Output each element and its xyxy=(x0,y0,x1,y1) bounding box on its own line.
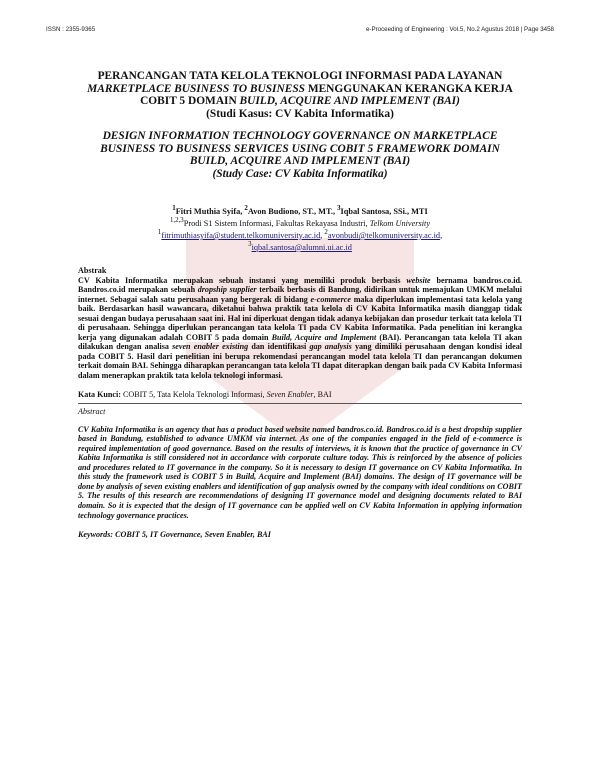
email2-link[interactable]: avonbudi@telkomuniversity.ac.id xyxy=(327,230,441,240)
abstrak-italic-6: gap analysis xyxy=(309,342,352,352)
title-indonesian xyxy=(60,70,540,120)
keywords-text: COBIT 5, IT Governance, Seven Enabler, BAI xyxy=(115,530,271,540)
title-id-line2-rest: MENGGUNAKAN KERANGKA KERJA xyxy=(304,82,513,95)
email1-link[interactable]: fitrimuthiasyifa@student.telkomuniversity.ac.id xyxy=(161,230,321,240)
author1-name: Fitri Muthia Syifa, xyxy=(175,206,245,216)
university-name: Telkom University xyxy=(369,218,431,228)
title-id-line3-italic: BUILD, ACQUIRE AND IMPLEMENT (BAI) xyxy=(239,95,460,107)
proceeding-label: e-Proceeding of Engineering : Vol.5, No.2 Agustus 2018 | Page 3458 xyxy=(365,26,554,33)
keywords-english xyxy=(78,530,522,540)
email3-sup: 3 xyxy=(248,240,252,248)
abstrak-italic-3: e-commerce xyxy=(310,294,351,304)
title-english xyxy=(60,130,540,180)
title-block xyxy=(60,70,540,180)
email1-sup: 1 xyxy=(157,228,162,236)
abstrak-text-1: CV Kabita Informatika merupakan sebuah instansi yang memiliki produk berbasis xyxy=(78,275,407,285)
institution-sup: 1,2,3 xyxy=(169,216,184,224)
title-en-line1: DESIGN INFORMATION TECHNOLOGY GOVERNANCE ON MARKETPLACE xyxy=(102,130,498,142)
title-en-line4: (Study Case: CV Kabita Informatika) xyxy=(212,167,388,180)
abstrak-text-6: dan identifikasi xyxy=(248,342,310,352)
kata-kunci-italic: Seven Enabler xyxy=(266,389,314,399)
author-block xyxy=(60,204,540,252)
kata-kunci-label: Kata Kunci: xyxy=(78,389,123,399)
email-separator: , xyxy=(320,230,325,240)
title-en-line3: BUILD, ACQUIRE AND IMPLEMENT (BAI) xyxy=(189,155,411,167)
email2-sup: 2 xyxy=(324,228,328,236)
title-id-line1: PERANCANGAN TATA KELOLA TEKNOLOGI INFORMASI PADA LAYANAN xyxy=(97,70,503,82)
title-en-line2: BUSINESS TO BUSINESS SERVICES USING COBIT 5 FRAMEWORK DOMAIN xyxy=(100,142,500,155)
issn-label: ISSN : 2355-9365 xyxy=(46,26,96,33)
abstrak-text-2: bernama bandros.co.id. Bandros.co.id merupakan sebuah xyxy=(78,275,522,295)
abstrak-heading: Abstrak xyxy=(78,266,107,275)
abstrak-italic-1: website xyxy=(406,275,431,285)
email3-link[interactable]: iqbal.santosa@alumni.ui.ac.id xyxy=(251,242,352,252)
abstrak-text-7: yang dimiliki perusahaan dengan kondisi ideal pada COBIT 5. Hasil dari penelitian ini berupa rekomendasi perancangan model tata kelola TI dan perancangan dokumen terkait domain BAI. Sehingga diharapkan perancangan tata kelola TI dapat diterapkan dengan baik pada CV Kabita Informasi dalam menerapkan praktik tata kelola teknologi informasi. xyxy=(78,342,522,381)
title-id-line3-plain: COBIT 5 DOMAIN xyxy=(140,95,240,107)
abstrak-italic-5: seven enabler existing xyxy=(172,342,249,352)
kata-kunci-text-2: , BAI xyxy=(313,389,332,399)
kata-kunci-text-1: COBIT 5, Tata Kelola Teknologi Informasi, xyxy=(122,389,267,399)
abstract-body: CV Kabita Informatika is an agency that has a product based website named bandros.co.id. Bandros.co.id is a best dropship supplier based in Bandung, established to advance UMKM via internet. As one of the companies engaged in the field of e-commerce is required implementation of good governance. Based on the results of interviews, it is known that the practice of governance in CV Kabita Informatika is still considered not in accordance with corporate culture today. This is reinforced by the absence of policies and procedures related to IT governance in the company. So it is necessary to design IT governance on CV Kabita Informatika. In this study the framework used is COBIT 5 in Build, Acquire and Implement (BAI) domains. The design of IT governance will be done by analysis of seven existing enablers and identification of gap analysis owned by the company with ideal conditions on COBIT 5. The results of this research are recommendations of designing IT governance model and designing documents related to BAI domain. So it is expected that the design of IT governance can be applied well on CV Kabita Information in applying information technology governance practices. xyxy=(78,424,522,520)
kata-kunci xyxy=(78,390,522,400)
abstract-section xyxy=(78,266,522,540)
abstract-english xyxy=(78,407,522,540)
keywords-label: Keywords: xyxy=(78,530,116,540)
abstrak-text-4: maka diperlukan implementasi tata kelola yang baik. Berdasarkan hasil wawancara, diketahui bahwa praktik tata kelola di CV Kabita Informatika masih dianggap tidak sesuai dengan budaya perusahaan saat ini. Hal ini diperkuat dengan tidak adanya kebijakan dan prosedur terkait tata kelola TI di perusahaan. Sehingga diperlukan perancangan tata kelola TI pada CV Kabita Informatika. Pada penelitian ini kerangka kerja yang digunakan adalah COBIT 5 pada domain xyxy=(78,294,522,342)
author1-sup: 1 xyxy=(172,205,176,212)
email-line-2 xyxy=(60,240,540,252)
author2-name: Avon Budiono, ST., MT., xyxy=(247,206,338,216)
author3-sup: 3 xyxy=(337,205,341,212)
abstract-heading: Abstract xyxy=(78,407,106,417)
title-id-line4: (Studi Kasus: CV Kabita Informatika) xyxy=(206,107,394,120)
abstrak-text-5: (BAI). Perancangan tata kelola TI akan dilakukan dengan analisa xyxy=(78,332,522,352)
email-line-1 xyxy=(60,228,540,240)
title-id-line2-italic: MARKETPLACE BUSINESS TO BUSINESS xyxy=(87,82,305,95)
page-header xyxy=(46,26,554,33)
abstrak-italic-4: Build, Acquire and Implement xyxy=(271,332,377,342)
author-names xyxy=(60,204,540,216)
institution-line xyxy=(60,216,540,228)
abstrak-body xyxy=(78,276,522,381)
abstrak-text-3: terbaik berbasis di Bandung, didirikan untuk memajukan UMKM melalui internet. Sebagai salah satu perusahaan yang bergerak di bidang xyxy=(78,285,522,304)
author3-name: Iqbal Santosa, SSi., MTI xyxy=(340,206,428,216)
institution-name: Prodi S1 Sistem Informasi, Fakultas Rekayasa Industri, xyxy=(183,218,370,228)
author2-sup: 2 xyxy=(244,205,248,212)
email-separator-2: , xyxy=(440,230,443,240)
divider xyxy=(78,403,522,404)
abstrak-italic-2: dropship supplier xyxy=(197,285,257,295)
